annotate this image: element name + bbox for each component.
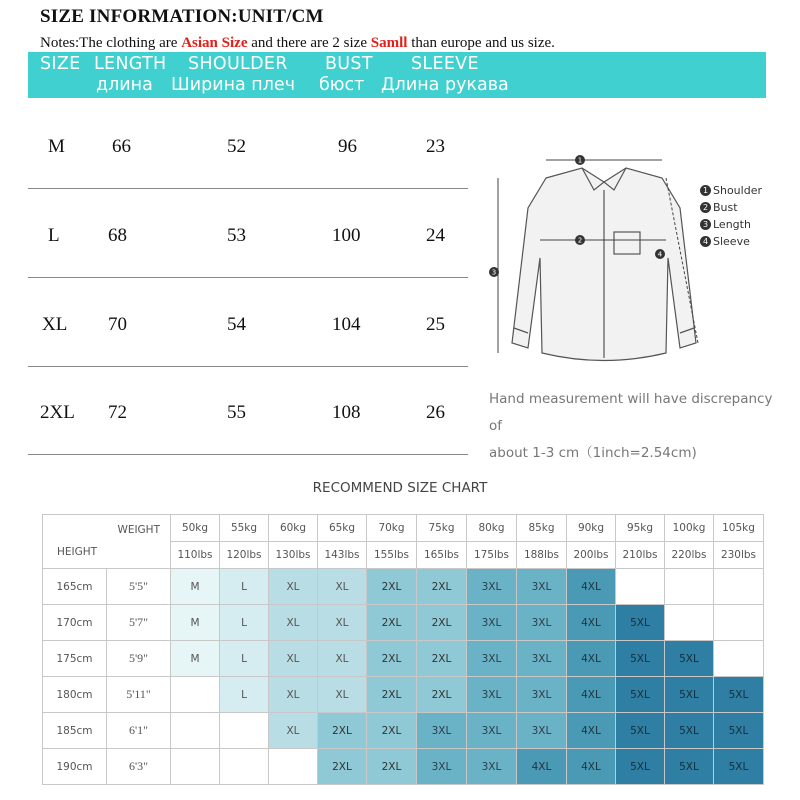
size-cell: XL bbox=[318, 641, 367, 677]
weight-lbs-header: 220lbs bbox=[665, 542, 714, 569]
length-value: 72 bbox=[108, 402, 127, 423]
table-row bbox=[43, 677, 764, 713]
size-cell: 3XL bbox=[517, 713, 567, 749]
size-cell: 3XL bbox=[417, 749, 467, 785]
size-cell: 5XL bbox=[616, 641, 665, 677]
size-cell: 2XL bbox=[417, 605, 467, 641]
legend-label: Sleeve bbox=[713, 235, 750, 248]
table-row bbox=[43, 641, 764, 677]
size-cell: XL bbox=[269, 605, 318, 641]
recommend-title: RECOMMEND SIZE CHART bbox=[312, 480, 488, 496]
size-cell: 5XL bbox=[665, 677, 714, 713]
weight-lbs-header: 143lbs bbox=[318, 542, 367, 569]
size-cell: 4XL bbox=[567, 569, 616, 605]
size-cell bbox=[220, 713, 269, 749]
weight-lbs-header: 230lbs bbox=[714, 542, 764, 569]
height-ft-cell: 5'7" bbox=[107, 605, 171, 641]
size-cell bbox=[171, 677, 220, 713]
size-label: 2XL bbox=[40, 402, 75, 423]
shoulder-value: 55 bbox=[227, 402, 246, 423]
svg-text:1: 1 bbox=[577, 156, 583, 165]
height-cm-cell: 180cm bbox=[43, 677, 107, 713]
weight-lbs-header: 175lbs bbox=[467, 542, 517, 569]
size-cell: L bbox=[220, 605, 269, 641]
legend-number: 3 bbox=[700, 219, 711, 230]
size-row-xl bbox=[28, 278, 468, 367]
header-sleeve-ru: Длина рукава bbox=[381, 75, 509, 95]
size-label: XL bbox=[42, 314, 68, 335]
size-row-m bbox=[28, 100, 468, 189]
legend-label: Bust bbox=[713, 201, 738, 214]
size-cell bbox=[665, 569, 714, 605]
header-length: LENGTH bbox=[94, 54, 167, 74]
size-cell: XL bbox=[318, 605, 367, 641]
weight-lbs-header: 210lbs bbox=[616, 542, 665, 569]
weight-lbs-header: 155lbs bbox=[367, 542, 417, 569]
size-cell: XL bbox=[318, 677, 367, 713]
header-bust: BUST bbox=[325, 54, 373, 74]
size-cell: M bbox=[171, 569, 220, 605]
weight-kg-header: 50kg bbox=[171, 515, 220, 542]
height-ft-cell: 6'1" bbox=[107, 713, 171, 749]
size-cell bbox=[665, 605, 714, 641]
size-notes bbox=[40, 35, 555, 52]
size-cell bbox=[714, 605, 764, 641]
height-cm-cell: 190cm bbox=[43, 749, 107, 785]
weight-kg-header: 75kg bbox=[417, 515, 467, 542]
size-cell: 4XL bbox=[517, 749, 567, 785]
height-cm-cell: 175cm bbox=[43, 641, 107, 677]
weight-kg-header: 60kg bbox=[269, 515, 318, 542]
size-label: L bbox=[48, 225, 60, 246]
size-cell: XL bbox=[269, 641, 318, 677]
size-cell: 3XL bbox=[467, 749, 517, 785]
bust-value: 100 bbox=[332, 225, 361, 246]
size-cell: 5XL bbox=[616, 677, 665, 713]
size-cell: L bbox=[220, 569, 269, 605]
legend-item-shoulder bbox=[700, 182, 762, 199]
header-size: SIZE bbox=[40, 54, 81, 74]
size-cell: 4XL bbox=[567, 749, 616, 785]
legend-number: 4 bbox=[700, 236, 711, 247]
size-cell: XL bbox=[318, 569, 367, 605]
bust-value: 96 bbox=[338, 136, 357, 157]
weight-lbs-header: 165lbs bbox=[417, 542, 467, 569]
column-header-band bbox=[28, 52, 766, 98]
size-cell bbox=[714, 569, 764, 605]
size-cell: 2XL bbox=[318, 749, 367, 785]
size-cell: 3XL bbox=[467, 605, 517, 641]
size-cell: 4XL bbox=[567, 677, 616, 713]
sleeve-value: 24 bbox=[426, 225, 445, 246]
height-ft-cell: 5'9" bbox=[107, 641, 171, 677]
weight-kg-header: 85kg bbox=[517, 515, 567, 542]
shoulder-value: 53 bbox=[227, 225, 246, 246]
notes-mid: and there are 2 size bbox=[247, 35, 371, 51]
size-cell: 5XL bbox=[714, 713, 764, 749]
size-cell bbox=[171, 749, 220, 785]
weight-kg-header: 105kg bbox=[714, 515, 764, 542]
shoulder-value: 52 bbox=[227, 136, 246, 157]
size-cell bbox=[714, 641, 764, 677]
weight-lbs-header: 200lbs bbox=[567, 542, 616, 569]
notes-prefix: Notes:The clothing are bbox=[40, 35, 182, 51]
size-cell: 5XL bbox=[616, 713, 665, 749]
size-cell: XL bbox=[269, 677, 318, 713]
weight-kg-header: 80kg bbox=[467, 515, 517, 542]
size-cell: 2XL bbox=[367, 605, 417, 641]
weight-kg-header: 90kg bbox=[567, 515, 616, 542]
size-cell: L bbox=[220, 677, 269, 713]
height-ft-cell: 5'11" bbox=[107, 677, 171, 713]
weight-lbs-header: 130lbs bbox=[269, 542, 318, 569]
legend-item-bust bbox=[700, 199, 762, 216]
legend-number: 2 bbox=[700, 202, 711, 213]
table-row bbox=[43, 713, 764, 749]
bust-value: 108 bbox=[332, 402, 361, 423]
disclaimer-line-2: about 1-3 cm（1inch=2.54cm) bbox=[489, 445, 697, 461]
size-cell: 2XL bbox=[417, 641, 467, 677]
size-cell bbox=[171, 713, 220, 749]
size-cell: 2XL bbox=[367, 641, 417, 677]
weight-kg-header: 55kg bbox=[220, 515, 269, 542]
height-cm-cell: 170cm bbox=[43, 605, 107, 641]
size-cell: 5XL bbox=[714, 749, 764, 785]
size-cell: 3XL bbox=[467, 677, 517, 713]
size-cell: 3XL bbox=[517, 641, 567, 677]
height-label: HEIGHT bbox=[57, 546, 98, 558]
recommend-size-table bbox=[42, 514, 764, 785]
diagram-legend bbox=[700, 182, 762, 250]
height-cm-cell: 165cm bbox=[43, 569, 107, 605]
table-corner bbox=[43, 515, 171, 569]
weight-lbs-header: 110lbs bbox=[171, 542, 220, 569]
size-row-l bbox=[28, 189, 468, 278]
sleeve-value: 23 bbox=[426, 136, 445, 157]
size-row-2xl bbox=[28, 366, 468, 455]
weight-kg-header: 95kg bbox=[616, 515, 665, 542]
size-cell: 3XL bbox=[467, 713, 517, 749]
legend-item-sleeve bbox=[700, 233, 762, 250]
size-cell: 2XL bbox=[367, 569, 417, 605]
disclaimer-line-1: Hand measurement will have discrepancy of bbox=[489, 391, 773, 434]
size-cell: 2XL bbox=[417, 677, 467, 713]
height-cm-cell: 185cm bbox=[43, 713, 107, 749]
length-value: 70 bbox=[108, 314, 127, 335]
size-cell bbox=[220, 749, 269, 785]
weight-kg-header: 100kg bbox=[665, 515, 714, 542]
height-ft-cell: 6'3" bbox=[107, 749, 171, 785]
height-ft-cell: 5'5" bbox=[107, 569, 171, 605]
measurement-disclaimer bbox=[489, 386, 789, 467]
header-shoulder: SHOULDER bbox=[188, 54, 288, 74]
size-cell: 5XL bbox=[616, 749, 665, 785]
legend-number: 1 bbox=[700, 185, 711, 196]
weight-label: WEIGHT bbox=[117, 524, 160, 536]
size-cell: 4XL bbox=[567, 605, 616, 641]
size-cell: L bbox=[220, 641, 269, 677]
weight-kg-header: 65kg bbox=[318, 515, 367, 542]
legend-item-length bbox=[700, 216, 762, 233]
size-cell: 5XL bbox=[665, 641, 714, 677]
size-label: M bbox=[48, 136, 65, 157]
size-cell: 5XL bbox=[616, 605, 665, 641]
size-cell: 5XL bbox=[714, 677, 764, 713]
size-cell: 2XL bbox=[367, 713, 417, 749]
weight-kg-header: 70kg bbox=[367, 515, 417, 542]
svg-text:3: 3 bbox=[491, 268, 497, 277]
size-cell: 4XL bbox=[567, 641, 616, 677]
header-bust-ru: бюст bbox=[319, 75, 365, 95]
size-cell: 2XL bbox=[318, 713, 367, 749]
size-cell: 3XL bbox=[517, 677, 567, 713]
size-cell: M bbox=[171, 605, 220, 641]
size-cell: M bbox=[171, 641, 220, 677]
header-shoulder-ru: Ширина плеч bbox=[171, 75, 296, 95]
weight-lbs-header: 120lbs bbox=[220, 542, 269, 569]
size-cell: 5XL bbox=[665, 749, 714, 785]
size-cell: 2XL bbox=[367, 677, 417, 713]
size-cell: XL bbox=[269, 569, 318, 605]
table-row bbox=[43, 605, 764, 641]
bust-value: 104 bbox=[332, 314, 361, 335]
table-row bbox=[43, 569, 764, 605]
header-sleeve: SLEEVE bbox=[411, 54, 479, 74]
table-row bbox=[43, 749, 764, 785]
sleeve-value: 25 bbox=[426, 314, 445, 335]
size-cell bbox=[616, 569, 665, 605]
size-cell: 3XL bbox=[517, 605, 567, 641]
notes-asian-size: Asian Size bbox=[181, 35, 248, 51]
length-value: 68 bbox=[108, 225, 127, 246]
legend-label: Length bbox=[713, 218, 751, 231]
size-cell: 2XL bbox=[417, 569, 467, 605]
size-cell: 3XL bbox=[467, 641, 517, 677]
weight-lbs-header: 188lbs bbox=[517, 542, 567, 569]
size-cell: XL bbox=[269, 713, 318, 749]
size-cell: 4XL bbox=[567, 713, 616, 749]
svg-text:2: 2 bbox=[577, 236, 583, 245]
header-length-ru: длина bbox=[96, 75, 153, 95]
size-cell: 2XL bbox=[367, 749, 417, 785]
size-cell: 5XL bbox=[665, 713, 714, 749]
size-cell bbox=[269, 749, 318, 785]
shoulder-value: 54 bbox=[227, 314, 246, 335]
notes-small: Samll bbox=[370, 35, 408, 51]
notes-suffix: than europe and us size. bbox=[407, 35, 555, 51]
page-title: SIZE INFORMATION:UNIT/CM bbox=[40, 6, 324, 27]
sleeve-value: 26 bbox=[426, 402, 445, 423]
length-value: 66 bbox=[112, 136, 131, 157]
size-cell: 3XL bbox=[417, 713, 467, 749]
weight-kg-row bbox=[43, 515, 764, 542]
svg-text:4: 4 bbox=[657, 250, 663, 259]
size-cell: 3XL bbox=[517, 569, 567, 605]
legend-label: Shoulder bbox=[713, 184, 762, 197]
size-cell: 3XL bbox=[467, 569, 517, 605]
